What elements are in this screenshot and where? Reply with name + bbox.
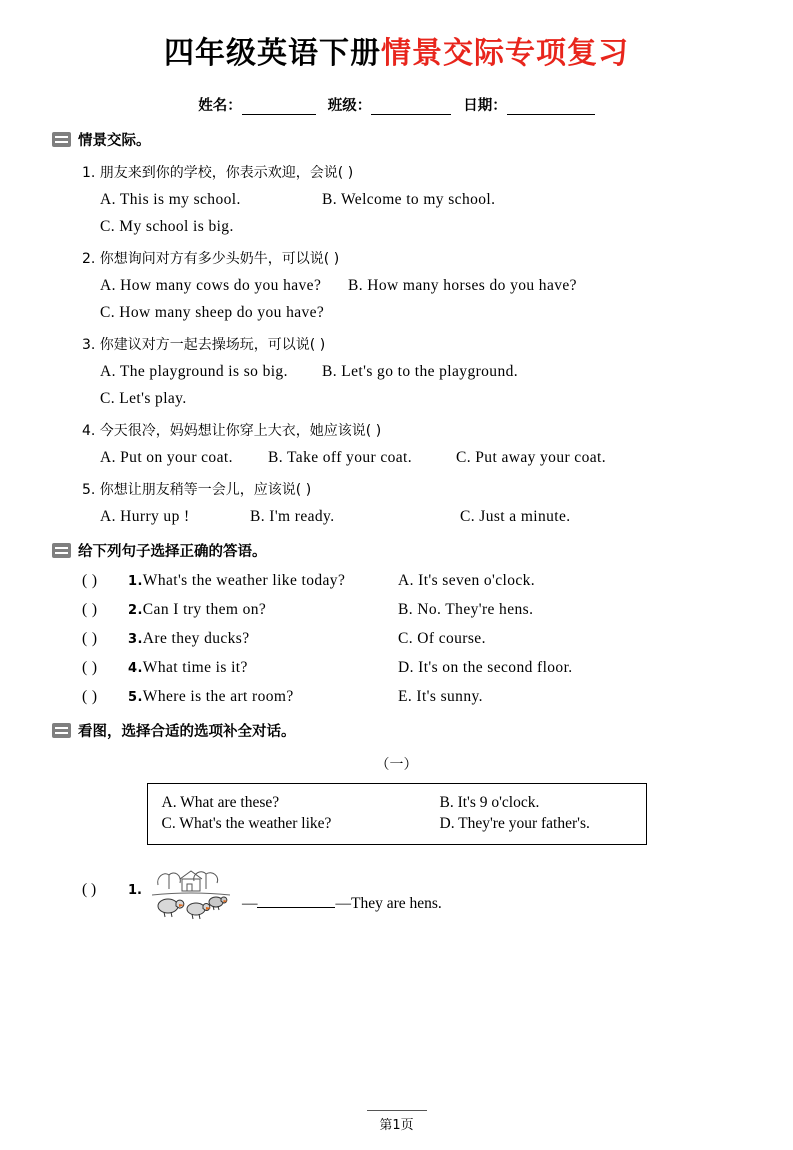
date-field bbox=[463, 94, 595, 115]
option-a[interactable]: A. This is my school. bbox=[100, 191, 241, 208]
match-right-text: E. It's sunny. bbox=[398, 688, 483, 705]
match-right-text: A. It's seven o'clock. bbox=[398, 572, 536, 589]
section-1-title: 情景交际。 bbox=[78, 133, 151, 149]
option-b[interactable]: B. It's 9 o'clock. bbox=[439, 794, 540, 811]
option-a[interactable]: A. The playground is so big. bbox=[100, 363, 288, 380]
class-blank[interactable] bbox=[371, 101, 451, 115]
page-number: 第1页 bbox=[367, 1110, 427, 1133]
match-left-text: What's the weather like today? bbox=[142, 572, 346, 589]
group-label: （一） bbox=[375, 757, 418, 773]
worksheet-page bbox=[0, 28, 793, 1150]
match-right-text: B. No. They're hens. bbox=[398, 601, 534, 618]
date-label: 日期： bbox=[463, 98, 507, 114]
title-black-part: 四年级英语下册 bbox=[164, 36, 381, 71]
section-number-icon bbox=[52, 543, 71, 558]
answer-line bbox=[242, 894, 442, 913]
match-right-text: C. Of course. bbox=[398, 630, 486, 647]
question-stem: 1. 朋友来到你的学校，你表示欢迎，会说( ) bbox=[82, 165, 354, 181]
option-box bbox=[147, 783, 647, 845]
item-number: 2. bbox=[128, 603, 143, 618]
item-number: 1. bbox=[128, 574, 143, 589]
match-row bbox=[82, 688, 741, 706]
option-b[interactable]: B. I'm ready. bbox=[250, 508, 335, 525]
match-row bbox=[82, 572, 741, 590]
section-2-header bbox=[52, 540, 741, 561]
option-b[interactable]: B. Take off your coat. bbox=[268, 449, 413, 466]
answer-paren[interactable]: ( ) bbox=[82, 881, 97, 898]
item-number: 3. bbox=[128, 632, 143, 647]
option-c[interactable]: C. How many sheep do you have? bbox=[100, 304, 325, 321]
option-b[interactable]: B. How many horses do you have? bbox=[348, 277, 577, 294]
option-b[interactable]: B. Welcome to my school. bbox=[322, 191, 496, 208]
option-a[interactable]: A. How many cows do you have? bbox=[100, 277, 322, 294]
match-left bbox=[128, 630, 398, 648]
question-stem: 3. 你建议对方一起去操场玩，可以说( ) bbox=[82, 337, 326, 353]
option-row bbox=[100, 390, 741, 408]
name-field bbox=[198, 94, 316, 115]
answer-paren[interactable]: ( ) bbox=[82, 601, 98, 618]
match-row bbox=[82, 659, 741, 677]
match-left bbox=[128, 572, 398, 590]
match-left bbox=[128, 688, 398, 706]
name-label: 姓名： bbox=[198, 98, 242, 114]
section-3-title: 看图，选择合适的选项补全对话。 bbox=[78, 724, 296, 740]
match-left-text: Where is the art room? bbox=[142, 688, 294, 705]
title-red-part: 情景交际专项复习 bbox=[381, 36, 629, 71]
option-box-row bbox=[162, 815, 632, 833]
option-c[interactable]: C. Let's play. bbox=[100, 390, 187, 407]
match-left-text: What time is it? bbox=[142, 659, 248, 676]
option-a[interactable]: A. What are these? bbox=[161, 794, 280, 811]
option-c[interactable]: C. What's the weather like? bbox=[161, 815, 332, 832]
section-number-icon bbox=[52, 132, 71, 147]
hens-illustration-icon bbox=[152, 859, 230, 921]
answer-text: —They are hens. bbox=[335, 895, 442, 912]
option-row bbox=[100, 449, 741, 467]
item-number: 1. bbox=[128, 882, 142, 898]
option-c[interactable]: C. Just a minute. bbox=[460, 508, 571, 525]
option-row bbox=[100, 508, 741, 526]
date-blank[interactable] bbox=[507, 101, 595, 115]
question-stem: 2. 你想询问对方有多少头奶牛，可以说( ) bbox=[82, 251, 340, 267]
match-right-text: D. It's on the second floor. bbox=[398, 659, 573, 676]
class-label: 班级： bbox=[327, 98, 372, 114]
answer-paren[interactable]: ( ) bbox=[82, 659, 98, 676]
match-left-text: Can I try them on? bbox=[142, 601, 267, 618]
option-b[interactable]: B. Let's go to the playground. bbox=[322, 363, 519, 380]
question-stem: 4. 今天很冷，妈妈想让你穿上大衣，她应该说( ) bbox=[82, 423, 382, 439]
option-row bbox=[100, 277, 741, 295]
option-row bbox=[100, 191, 741, 209]
option-row bbox=[100, 218, 741, 236]
option-row bbox=[100, 304, 741, 322]
item-number: 5. bbox=[128, 690, 143, 705]
option-a[interactable]: A. Hurry up ! bbox=[100, 508, 190, 525]
name-blank[interactable] bbox=[242, 101, 316, 115]
option-c[interactable]: C. My school is big. bbox=[100, 218, 234, 235]
match-row bbox=[82, 601, 741, 619]
option-d[interactable]: D. They're your father's. bbox=[439, 815, 590, 832]
section-2-title: 给下列句子选择正确的答语。 bbox=[78, 544, 267, 560]
option-box-row bbox=[162, 794, 632, 812]
match-row bbox=[82, 630, 741, 648]
section-1-header bbox=[52, 129, 741, 150]
item-number: 4. bbox=[128, 661, 143, 676]
option-row bbox=[100, 363, 741, 381]
match-left-text: Are they ducks? bbox=[142, 630, 250, 647]
answer-dash: — bbox=[241, 895, 258, 912]
option-c[interactable]: C. Put away your coat. bbox=[456, 449, 606, 466]
page-title bbox=[52, 28, 741, 72]
answer-paren[interactable]: ( ) bbox=[82, 572, 98, 589]
match-left bbox=[128, 659, 398, 677]
answer-paren[interactable]: ( ) bbox=[82, 688, 98, 705]
answer-blank[interactable] bbox=[257, 894, 335, 908]
section-number-icon bbox=[52, 723, 71, 738]
match-left bbox=[128, 601, 398, 619]
answer-paren[interactable]: ( ) bbox=[82, 630, 98, 647]
student-info-row bbox=[52, 94, 741, 115]
class-field bbox=[328, 94, 452, 115]
picture-question-row bbox=[82, 859, 741, 921]
section-3-header bbox=[52, 720, 741, 741]
page-footer bbox=[0, 1110, 793, 1134]
option-a[interactable]: A. Put on your coat. bbox=[100, 449, 233, 466]
question-stem: 5. 你想让朋友稍等一会儿，应该说( ) bbox=[82, 482, 312, 498]
